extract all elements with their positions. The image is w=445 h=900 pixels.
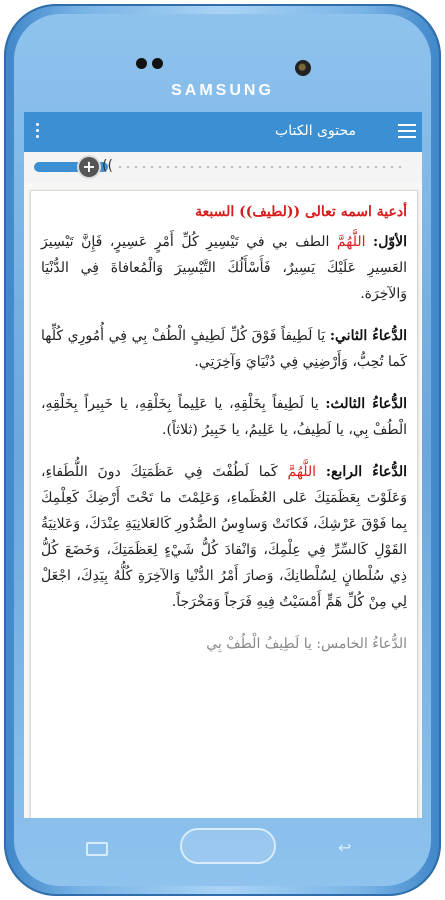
home-button[interactable]: [180, 828, 276, 864]
page-content: [41, 201, 407, 657]
dua-text: يا لَطِيفاً بِخَلْقِهِ، يا عَلِيماً بِخَلْقِهِ، يا خَبِيراً بِخَلْقِهِ، الْطُفْ بِي، يا لَطِيفُ، يا عَلِيمُ، يا خَبِيرُ (ثلاثاً).: [41, 396, 407, 438]
app-bar: [24, 112, 422, 152]
front-camera-icon: [295, 60, 311, 76]
slider-track-empty: [116, 166, 406, 168]
slider-marker: ((: [102, 158, 113, 174]
dua-paragraph: [41, 459, 407, 615]
dua-highlight: اللَّهُمَّ: [287, 464, 317, 480]
dua-paragraph: [41, 391, 407, 443]
hamburger-menu-icon[interactable]: [398, 124, 416, 138]
navigation-bar: [24, 818, 422, 878]
section-heading: أدعية اسمه تعالى ((لطيف)) السبعة: [195, 204, 407, 220]
dua-highlight: اللَّهُمَّ: [336, 234, 366, 250]
zoom-slider[interactable]: [24, 152, 422, 182]
dua-label: الأوّل:: [373, 234, 408, 250]
dua-label: الدُّعاءُ الرابع:: [325, 464, 408, 480]
overflow-menu-icon[interactable]: [36, 123, 40, 141]
sensor-dot: [136, 58, 147, 69]
app-screen: [24, 112, 422, 818]
dua-text: الطف بي في تَيْسِيرِ كُلِّ أَمْرٍ عَسِيرٍ، فَإِنَّ تَيْسِيرَ العَسِيرِ عَلَيْكَ يَسِيرٌ، فَأَسْأَلُكَ التَّيْسِيرَ وَالْمُعافاةَ فِي الدُّنْيَا وَالآخِرَة.: [41, 234, 407, 302]
back-icon[interactable]: ↩: [338, 838, 352, 857]
dua-paragraph: [41, 229, 407, 307]
book-page[interactable]: [30, 190, 418, 818]
brand-logo: SAMSUNG: [171, 82, 274, 99]
dua-text: كَما لَطُفْتَ فِي عَظَمَتِكَ دونَ اللُّطَفاءِ، وَعَلَوْتَ بِعَظَمَتِكَ عَلى العُظَماءِ، وَعَلِمْتَ ما تَحْتَ أَرْضِكَ كَعِلْمِكَ بِما فَوْقَ عَرْشِكَ، فَكانَتْ وَساوِسُ الصُّدُورِ كَالعَلانِيَةِ عِنْدَكَ، وَعَلانِيَةُ القَوْلِ كَالسِّرِّ فِي عِلْمِكَ، وَانْقادَ كُلُّ شَيْءٍ لِعَظَمَتِكَ، وَخَضَعَ كُلُّ ذِي سُلْطانٍ لِسُلْطانِكَ، وَصارَ أَمْرُ الدُّنْيا وَالآخِرَةِ كُلُّهُ بِيَدِكَ، اجْعَلْ لِي مِنْ كُلِّ هَمٍّ أَمْسَيْتُ فِيهِ فَرَجاً وَمَخْرَجاً.: [41, 464, 407, 610]
recent-apps-icon[interactable]: [86, 842, 108, 856]
dua-text: يَا لَطِيفاً فَوْقَ كُلِّ لَطِيفٍ الْطُفْ بِي فِي أُمُورِي كُلِّها كَما تُحِبُّ، وَأَرْضِنِي فِي دُنْيَايَ وَآخِرَتِي.: [41, 328, 407, 370]
page-title: محتوى الكتاب: [275, 123, 356, 139]
dua-label: الدُّعاءُ الثالث:: [325, 396, 408, 412]
dua-label: الدُّعاءُ الثاني:: [329, 328, 407, 344]
dua-paragraph: [41, 323, 407, 375]
clipped-text-line: الدُّعاءُ الخامس: يا لَطِيفُ الْطُفْ بِي: [206, 636, 407, 652]
zoom-in-icon[interactable]: +: [79, 157, 99, 177]
sensor-dot: [152, 58, 163, 69]
